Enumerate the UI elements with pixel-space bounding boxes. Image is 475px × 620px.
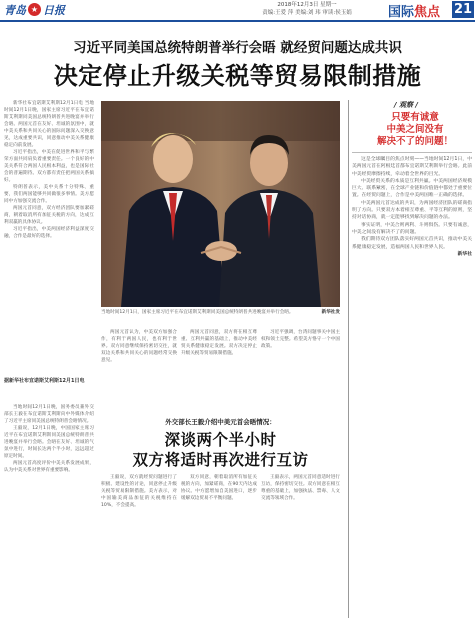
second-article-body bbox=[4, 404, 94, 618]
lead-continued-paragraph: 习近平强调，台湾问题事关中国主权和领土完整。希望美方恪守一个中国政策。 bbox=[261, 330, 340, 349]
issue-date: 2018年12月3日 星期一 bbox=[277, 2, 337, 8]
commentary-divider bbox=[352, 152, 472, 153]
commentary-title bbox=[360, 112, 470, 148]
article-headline: 决定停止升级关税等贸易限制措施 bbox=[53, 62, 422, 90]
second-subhead: 外交部长王毅介绍中美元首会晤情况： bbox=[165, 418, 276, 426]
logo-star-icon: ★ bbox=[28, 3, 41, 16]
issue-meta bbox=[232, 1, 382, 17]
commentary-paragraph: 事实证明，中美合则两利、斗则俱伤。只要有诚意，中美之间没有解决不了的问题。 bbox=[352, 222, 472, 235]
section-label-b: 焦点 bbox=[414, 4, 441, 20]
newspaper-logo bbox=[4, 2, 90, 17]
second-headline-line1: 深谈两个半小时 bbox=[164, 431, 277, 449]
page-number: 21 bbox=[453, 2, 473, 17]
issue-editors: 责编:王爱 萍 美编:刘 玮 审读:侯玉娟 bbox=[262, 10, 352, 16]
photo-caption bbox=[101, 309, 340, 316]
lead-article-continued bbox=[261, 329, 340, 409]
news-photo bbox=[101, 101, 340, 307]
commentary-paragraph: 中美两国元首达成的共识，为两国经济团队的磋商指明了方向。只要双方本着相互尊重、平等互利的原则，坚持对话协商，就一定能够找到解决问题的办法。 bbox=[352, 200, 472, 221]
lead-paragraph: 新华社布宜诺斯艾利斯12月1日电 当地时间12月1日晚，国家主席习近平在布宜诺斯艾利斯同美国总统特朗普共进晚宴并举行会晤。两国元首在友好、坦诚的氛围中，就中美关系和共同关心的国际问题深入交换意见，达成重要共识，同意推动中美关系健康稳定向前发展。 bbox=[4, 101, 94, 148]
lead-paragraph: 特朗普表示，美中关系十分特殊、重要，我们两国能够共同做很多事情。美方愿同中方加强交流合作。 bbox=[4, 185, 94, 204]
lead-article-continued bbox=[101, 329, 177, 409]
second-continued-paragraph: 王毅表示，两国元首同意适时进行互访，保持密切交往。双方同意在相互尊重的基础上，加强执法、禁毒、人文交流等领域合作。 bbox=[261, 475, 340, 501]
photo-credit: 新华社发 bbox=[321, 310, 340, 315]
second-article-continued bbox=[101, 474, 177, 618]
second-article-continued bbox=[181, 474, 257, 618]
logo-right-text: 日报 bbox=[43, 3, 65, 17]
commentary-paragraph: 中美经贸关系的本质是互利共赢。中美两国经济规模巨大、联系紧密，在全球产业链和价值链中都处于重要位置。在经贸问题上，合作是中美两国唯一正确的选择。 bbox=[352, 178, 472, 199]
lead-paragraph: 习近平指出，中美两国经济利益深度交融，合作是最好的选择。 bbox=[4, 227, 94, 239]
section-label-a: 国际 bbox=[388, 4, 415, 20]
lead-continued-paragraph: 两国元首同意，双方将在相互尊重、互利共赢的基础上，推动中美经贸关系健康稳定发展。双方决定停止升级关税等贸易限制措施。 bbox=[181, 330, 257, 356]
second-dateline: 据新华社布宜诺斯艾利斯12月1日电 bbox=[4, 378, 85, 384]
lead-paragraph: 习近平指出，中美在促进世界和平与繁荣方面共同肩负着重要责任。一个良好的中美关系符合两国人民根本利益，也是国际社会的普遍期待。双方都有责任把两国关系搞好。 bbox=[4, 150, 94, 183]
commentary-paragraph: 我们期待双方团队落实好两国元首共识，推动中美关系健康稳定发展，造福两国人民和世界人民。 bbox=[352, 237, 472, 250]
commentary-title-line: 中美之间没有 bbox=[386, 124, 444, 135]
masthead bbox=[0, 0, 475, 20]
section-label bbox=[388, 0, 440, 20]
commentary-credit: 新华社 bbox=[457, 251, 472, 257]
lead-paragraph: 两国元首同意，双方经济团队要加紧磋商，朝着取消所有加征关税的方向，达成互利双赢的具体协议。 bbox=[4, 206, 94, 225]
commentary-tag: / 观察 / bbox=[394, 101, 418, 109]
article-subhead: 习近平同美国总统特朗普举行会晤 就经贸问题达成共识 bbox=[73, 40, 402, 56]
commentary-title-line: 解决不了的问题！ bbox=[376, 136, 453, 147]
second-headline-line2: 双方将适时再次进行互访 bbox=[132, 451, 309, 469]
lead-article-body bbox=[4, 100, 94, 348]
second-paragraph: 两国元首高度评价中美关系发展成果，认为中美关系对世界有重要影响。 bbox=[4, 461, 94, 473]
commentary-title-line: 只要有诚意 bbox=[391, 112, 439, 123]
second-paragraph: 王毅说，12月1日晚，中国国家主席习近平在布宜诺斯艾利斯同美国总统特朗普共进晚宴并举行会晤。会晤在友好、坦诚的气氛中进行，时间长达两个半小时，远远超过原定时间。 bbox=[4, 426, 94, 459]
lead-continued-paragraph: 两国元首认为，中美双方加强合作，有利于两国人民，也有利于世界。双方同意继续保持密切交往，就双边关系和共同关心的问题经常交换意见。 bbox=[101, 330, 177, 363]
handshake-photo-illustration bbox=[101, 101, 340, 307]
second-paragraph: 当地时间12月1日晚，国务委员兼外交部长王毅在布宜诺斯艾利斯向中外媒体介绍了习近平主席同美国总统特朗普会晤情况。 bbox=[4, 405, 94, 424]
logo-left-text: 青岛 bbox=[4, 3, 26, 17]
lead-article-continued bbox=[181, 329, 257, 409]
second-article-continued bbox=[261, 474, 340, 618]
commentary-paragraph: 这是全球瞩目的焦点时刻——当地时间12月1日，中美两国元首在阿根廷首都布宜诺斯艾利斯举行会晤。此前中美经贸摩擦持续，牵动着全世界的目光。 bbox=[352, 157, 472, 177]
commentary-body bbox=[352, 156, 472, 616]
second-continued-paragraph: 王毅说，双方就经贸问题进行了积极、建设性的讨论，同意停止升级关税等贸易限制措施。美方表示，对中国输美商品加征的关税维持在10%，不会提高。 bbox=[101, 475, 177, 508]
masthead-divider bbox=[0, 20, 475, 22]
second-continued-paragraph: 双方同意，朝着取消所有加征关税的方向，加紧磋商，在90天内达成协议。中方愿增加自美国进口，逐步缓解双边贸易不平衡问题。 bbox=[181, 475, 257, 501]
photo-caption-text: 当地时间12月1日，国家主席习近平在布宜诺斯艾利斯同美国总统特朗普共进晚宴并举行会晤。 bbox=[101, 310, 294, 315]
